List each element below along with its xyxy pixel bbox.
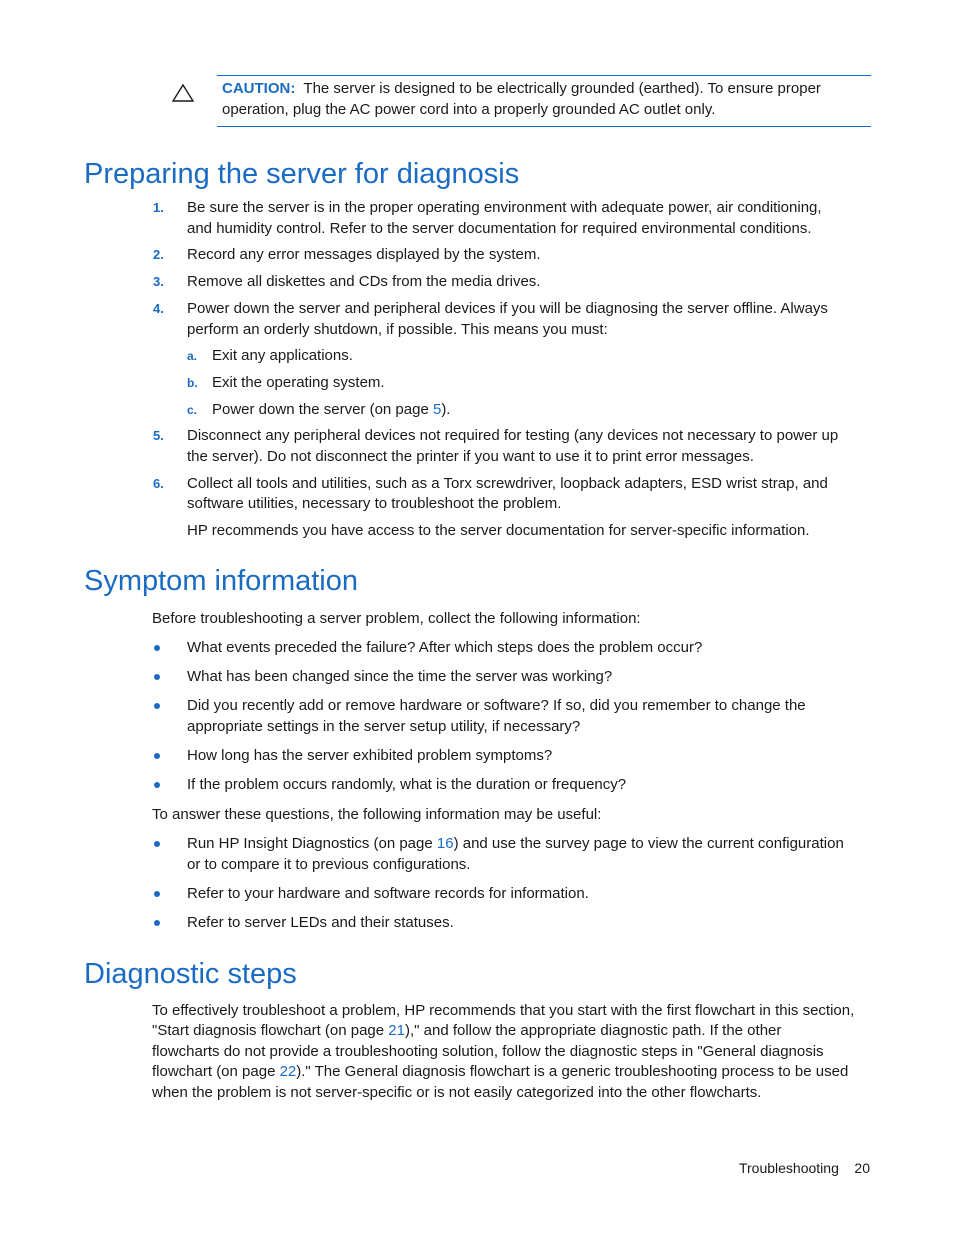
- symptom-bullet-3-line-2: appropriate settings in the server setup utility, if necessary?: [187, 718, 581, 735]
- substep-c-text-before: Power down the server (on page: [212, 401, 433, 418]
- step-5-line-1: Disconnect any peripheral devices not required for testing (any devices not necessary to power up: [187, 427, 839, 444]
- symptom-bullet-2: What has been changed since the time the server was working?: [187, 668, 613, 685]
- step-number: 4.: [153, 301, 164, 316]
- page-link[interactable]: 16: [436, 835, 454, 852]
- diagnostic-line-2-before: "Start diagnosis flowchart (on page: [152, 1022, 389, 1039]
- info-bullet-1-line-1: [187, 834, 844, 854]
- step-6-line-2: software utilities, necessary to troubleshoot the problem.: [187, 495, 562, 512]
- caution-line-1: [222, 79, 821, 99]
- substep-c-text-after: ).: [441, 401, 451, 418]
- step-number: 1.: [153, 200, 164, 215]
- bullet-dot: [154, 891, 160, 897]
- page-link[interactable]: 21: [388, 1022, 405, 1039]
- substep-a-text: Exit any applications.: [212, 347, 353, 364]
- page-link[interactable]: 22: [279, 1063, 297, 1080]
- bullet-dot: [154, 920, 160, 926]
- page-link[interactable]: 5: [432, 401, 442, 418]
- substep-b-text: Exit the operating system.: [212, 374, 385, 391]
- step-4-line-2: perform an orderly shutdown, if possible. This means you must:: [187, 321, 608, 338]
- diagnostic-line-2-after: )," and follow the appropriate diagnostic path. If the other: [404, 1022, 782, 1039]
- step-number: 6.: [153, 476, 164, 491]
- symptom-bullet-5: If the problem occurs randomly, what is the duration or frequency?: [187, 776, 627, 793]
- info-bullet-1-after: ) and use the survey page to view the current configuration: [453, 835, 844, 852]
- caution-label: CAUTION:: [222, 80, 296, 97]
- symptom-intro: Before troubleshooting a server problem, collect the following information:: [152, 610, 641, 627]
- step-number: 2.: [153, 247, 164, 262]
- diagnostic-line-5: when the problem is not server-specific or is not easily categorized into the other flowcharts.: [152, 1084, 762, 1101]
- caution-line-2: operation, plug the AC power cord into a properly grounded AC outlet only.: [222, 101, 716, 118]
- bullet-dot: [154, 753, 160, 759]
- step-5-line-2: the server). Do not disconnect the printer if you want to use it to print error messages.: [187, 448, 754, 465]
- warning-triangle-icon: [171, 83, 195, 103]
- symptom-bullet-1: What events preceded the failure? After which steps does the problem occur?: [187, 639, 703, 656]
- substep-letter: b.: [187, 376, 198, 390]
- symptom-bullet-4: How long has the server exhibited problem symptoms?: [187, 747, 553, 764]
- caution-bottom-rule: [217, 126, 871, 127]
- substep-letter: c.: [187, 403, 198, 417]
- step-3-text: Remove all diskettes and CDs from the media drives.: [187, 273, 541, 290]
- diagnostic-line-2: [152, 1021, 781, 1041]
- step-number: 3.: [153, 274, 164, 289]
- bullet-dot: [154, 703, 160, 709]
- bullet-dot: [154, 782, 160, 788]
- caution-top-rule: [217, 75, 871, 76]
- step-number: 5.: [153, 428, 164, 443]
- section-title-preparing: Preparing the server for diagnosis: [84, 158, 520, 190]
- caution-text-1: The server is designed to be electrically grounded (earthed). To ensure proper: [303, 80, 821, 97]
- step-1-line-1: Be sure the server is in the proper operating environment with adequate power, air conditioning,: [187, 199, 822, 216]
- footer-section: Troubleshooting: [738, 1160, 839, 1176]
- step-1-line-2: and humidity control. Refer to the server documentation for required environmental conditions.: [187, 220, 812, 237]
- section-title-diagnostic: Diagnostic steps: [84, 958, 297, 990]
- step-4-line-1: Power down the server and peripheral devices if you will be diagnosing the server offline. Always: [187, 300, 828, 317]
- info-bullet-2: Refer to your hardware and software records for information.: [187, 885, 589, 902]
- info-bullet-1-before: Run HP Insight Diagnostics (on page: [187, 835, 437, 852]
- diagnostic-line-4: [152, 1062, 848, 1082]
- info-bullet-3: Refer to server LEDs and their statuses.: [187, 914, 454, 931]
- diagnostic-line-1: To effectively troubleshoot a problem, HP recommends that you start with the first flowchart in this section,: [152, 1002, 855, 1019]
- bullet-dot: [154, 645, 160, 651]
- bullet-dot: [154, 674, 160, 680]
- step-6-line-1: Collect all tools and utilities, such as a Torx screwdriver, loopback adapters, ESD wrist strap, and: [187, 475, 828, 492]
- footer-page-number: 20: [854, 1160, 870, 1176]
- page-footer: [739, 1158, 870, 1178]
- substep-c-text: [212, 400, 450, 420]
- diagnostic-line-4-after: )." The General diagnosis flowchart is a generic troubleshooting process to be used: [296, 1063, 849, 1080]
- diagnostic-line-3: flowcharts do not provide a troubleshooting solution, follow the diagnostic steps in "General diagnosis: [152, 1043, 824, 1060]
- symptom-bullet-3-line-1: Did you recently add or remove hardware or software? If so, did you remember to change the: [187, 697, 806, 714]
- info-bullet-1-line-2: or to compare it to previous configurations.: [187, 856, 471, 873]
- substep-letter: a.: [187, 349, 198, 363]
- symptom-intro-2: To answer these questions, the following information may be useful:: [152, 806, 602, 823]
- step-6-note: HP recommends you have access to the server documentation for server-specific information.: [187, 522, 810, 539]
- step-2-text: Record any error messages displayed by the system.: [187, 246, 541, 263]
- bullet-dot: [154, 841, 160, 847]
- diagnostic-line-4-before: flowchart (on page: [152, 1063, 280, 1080]
- section-title-symptom: Symptom information: [84, 565, 358, 597]
